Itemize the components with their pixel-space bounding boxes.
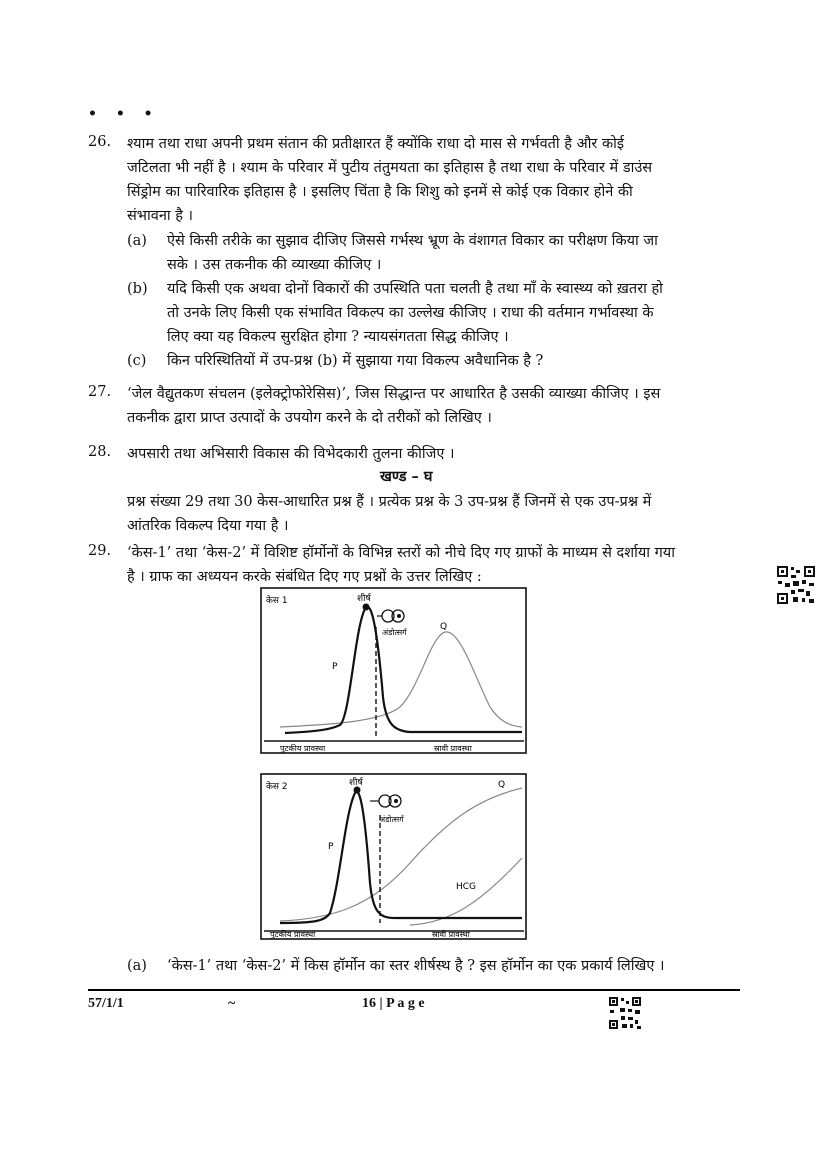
question-29a-label: (a)	[127, 958, 147, 974]
question-27-line-1: ‘जेल वैद्युतकण संचलन (इलेक्ट्रोफोरेसिस)’, जिस सिद्धान्त पर आधारित है उसकी व्याख्या कीजिए । इस	[127, 386, 661, 402]
graph-1-peak-dot	[363, 604, 370, 611]
section-instructions-line-1: प्रश्न संख्या 29 तथा 30 केस-आधारित प्रश्न हैं । प्रत्येक प्रश्न के 3 उप-प्रश्न हैं जिनमें से एक उप-प्रश्न में	[127, 494, 652, 510]
graph-1-follicular-label: पुटकीय प्रावस्था	[280, 744, 326, 753]
question-26b-line-1: यदि किसी एक अथवा दोनों विकारों की उपस्थिति पता चलती है तथा माँ के स्वास्थ्य को ख़तरा हो	[167, 281, 663, 297]
graph-case-2	[260, 773, 528, 941]
question-26b-label: (b)	[127, 281, 148, 297]
graph-case-1	[260, 587, 528, 755]
question-26c-label: (c)	[127, 353, 147, 369]
question-29-line-2: है । ग्राफ का अध्ययन करके संबंधित दिए गए प्रश्नों के उत्तर लिखिए :	[127, 569, 482, 585]
question-28-number: 28.	[88, 444, 112, 460]
question-26b-line-2: तो उनके लिए किसी एक संभावित विकल्प का उल्लेख कीजिए । राधा की वर्तमान गर्भावस्था के	[167, 305, 654, 321]
question-26-line-4: संभावना है ।	[127, 208, 194, 224]
graph-1-peak-label: शीर्ष	[357, 594, 371, 604]
graph-1-p-label: P	[332, 662, 338, 672]
question-26-number: 26.	[88, 134, 112, 150]
graph-1-luteal-label: स्रावी प्रावस्था	[434, 744, 472, 753]
graph-2-p-label: P	[328, 842, 334, 852]
question-26b-line-3: लिए क्या यह विकल्प सुरक्षित होगा ? न्यायसंगतता सिद्ध कीजिए ।	[167, 329, 509, 345]
question-26-line-3: सिंड्रोम का पारिवारिक इतिहास है । इसलिए चिंता है कि शिशु को इनमें से कोई एक विकार होने की	[127, 184, 633, 200]
continuation-dots: • • •	[88, 106, 160, 122]
footer-rule	[88, 989, 740, 991]
graph-2-ovulation-label: अंडोत्सर्ग	[379, 815, 404, 824]
graph-2-hcg-label: HCG	[456, 882, 477, 892]
graph-2-luteal-label: स्रावी प्रावस्था	[432, 930, 470, 939]
graph-2-peak-label: शीर्ष	[349, 778, 363, 788]
graph-1-ovulation-label: अंडोत्सर्ग	[382, 628, 407, 637]
question-27-number: 27.	[88, 384, 112, 400]
question-29a-text: ‘केस-1’ तथा ‘केस-2’ में किस हॉर्मोन का स्तर शीर्षस्थ है ? इस हॉर्मोन का एक प्रकार्य लिखिए ।	[167, 958, 665, 974]
question-29-number: 29.	[88, 543, 112, 559]
footer-page-number: 16 | P a g e	[362, 996, 425, 1011]
graph-1-case-label: केस 1	[266, 596, 288, 606]
question-26a-line-2: सके । उस तकनीक की व्याख्या कीजिए ।	[167, 257, 382, 273]
graph-1-q-label: Q	[440, 622, 448, 632]
question-27-line-2: तकनीक द्वारा प्राप्त उत्पादों के उपयोग करने के दो तरीकों को लिखिए ।	[127, 410, 492, 426]
footer-paper-code: 57/1/1	[88, 996, 124, 1011]
graph-2-frame	[261, 774, 526, 939]
side-qr-code	[776, 565, 816, 605]
question-28-text: अपसारी तथा अभिसारी विकास की विभेदकारी तुलना कीजिए ।	[127, 446, 455, 462]
question-26a-line-1: ऐसे किसी तरीके का सुझाव दीजिए जिससे गर्भस्थ भ्रूण के वंशागत विकार का परीक्षण किया जा	[167, 233, 658, 249]
section-instructions-line-2: आंतरिक विकल्प दिया गया है ।	[127, 518, 289, 534]
question-26a-label: (a)	[127, 233, 147, 249]
question-26-line-2: जटिलता भी नहीं है । श्याम के परिवार में पुटीय तंतुमयता का इतिहास है तथा राधा के परिवार में डाउंस	[127, 160, 653, 176]
graph-2-case-label: केस 2	[266, 782, 288, 792]
question-26c-text: किन परिस्थितियों में उप-प्रश्न (b) में सुझाया गया विकल्प अवैधानिक है ?	[167, 353, 544, 369]
graph-2-q-label: Q	[498, 780, 506, 790]
footer-qr-code	[608, 996, 642, 1030]
footer-tilde: ~	[228, 996, 236, 1011]
section-title: खण्ड – घ	[380, 468, 433, 485]
graph-2-follicular-label: पुटकीय प्रावस्था	[270, 930, 316, 939]
question-26-line-1: श्याम तथा राधा अपनी प्रथम संतान की प्रतीक्षारत हैं क्योंकि राधा दो मास से गर्भवती है और कोई	[127, 136, 624, 152]
question-29-line-1: ‘केस-1’ तथा ‘केस-2’ में विशिष्ट हॉर्मोनों के विभिन्न स्तरों को नीचे दिए गए ग्राफों के माध्यम से दर्शाया गया	[127, 545, 675, 561]
